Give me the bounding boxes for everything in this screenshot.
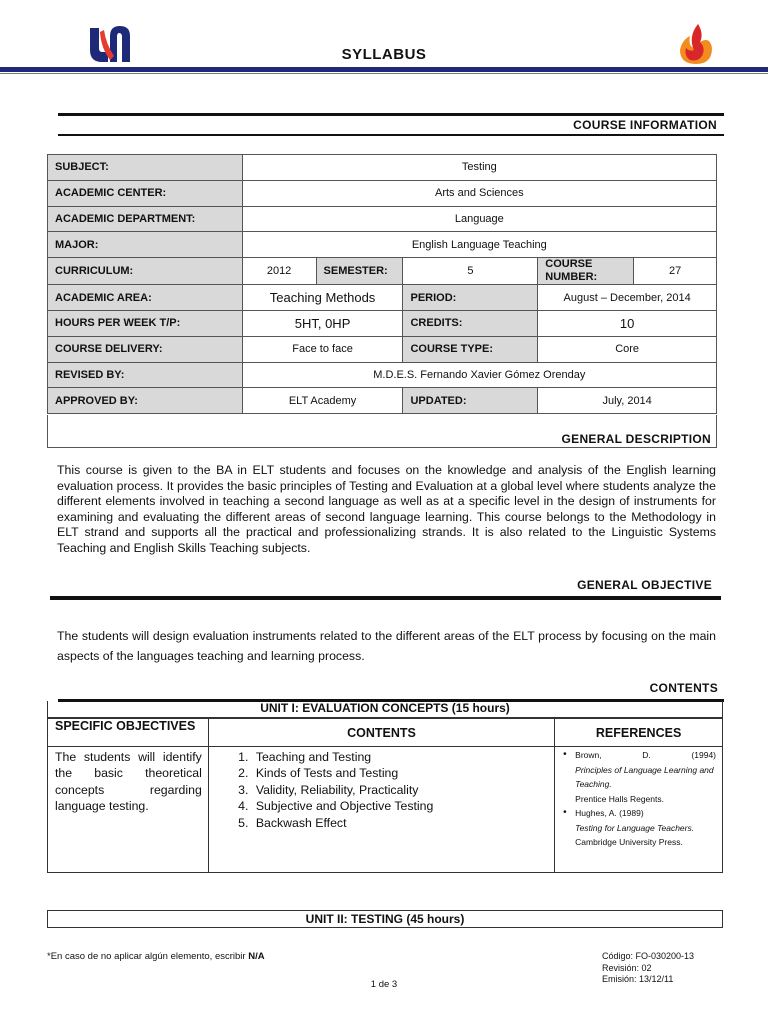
hours-per-week-value: 5HT, 0HP <box>242 310 403 336</box>
subject-value: Testing <box>242 155 716 181</box>
reference-publisher: Cambridge University Press. <box>575 837 683 847</box>
footer-note-text: *En caso de no aplicar algún elemento, escribir <box>47 951 246 962</box>
unit1-table <box>47 718 723 873</box>
list-item: 3. Validity, Reliability, Practicality <box>252 782 554 798</box>
contents-cell <box>208 747 554 873</box>
revised-by-value: M.D.E.S. Fernando Xavier Gómez Orenday <box>242 362 716 388</box>
updated-value: July, 2014 <box>538 388 717 414</box>
table-row <box>48 180 717 206</box>
section-rule <box>58 113 724 116</box>
semester-label: SEMESTER: <box>316 258 403 285</box>
references-cell <box>555 747 723 873</box>
section-rule <box>50 596 721 600</box>
document-emission: Emisión: 13/12/11 <box>602 974 674 984</box>
reference-item <box>575 748 716 806</box>
major-value: English Language Teaching <box>242 232 716 258</box>
subject-label: SUBJECT: <box>48 155 243 181</box>
section-title-course-information: COURSE INFORMATION <box>573 118 717 132</box>
reference-title: Testing for Language Teachers. <box>575 822 695 833</box>
page-number: 1 de 3 <box>370 979 398 990</box>
period-label: PERIOD: <box>403 285 538 311</box>
section-title-general-objective: GENERAL OBJECTIVE <box>577 578 712 592</box>
footer-note <box>47 951 265 962</box>
list-item: 2. Kinds of Tests and Testing <box>252 765 554 781</box>
course-type-value: Core <box>538 336 717 362</box>
table-row <box>48 362 717 388</box>
reference-item <box>575 806 716 850</box>
reference-author: • Brown, D. (1994) <box>575 750 716 760</box>
specific-objective: The students will identify the basic theoretical concepts regarding language testing. <box>48 747 209 873</box>
academic-center-value: Arts and Sciences <box>242 180 716 206</box>
academic-department-label: ACADEMIC DEPARTMENT: <box>48 206 243 232</box>
document-revision: Revisión: 02 <box>602 962 652 973</box>
footer-note-na: N/A <box>248 951 265 962</box>
reference-author: • Hughes, A. (1989) <box>575 808 644 818</box>
table-row <box>48 155 717 181</box>
list-item: 5. Backwash Effect <box>252 815 554 831</box>
credits-label: CREDITS: <box>403 310 538 336</box>
table-row <box>48 206 717 232</box>
table-row <box>48 258 717 285</box>
document-code-line: Código: FO-030200-13 <box>602 951 695 961</box>
course-delivery-label: COURSE DELIVERY: <box>48 336 243 362</box>
section-rule <box>58 134 724 136</box>
objectives-header: SPECIFIC OBJECTIVES <box>48 719 209 747</box>
academic-department-value: Language <box>242 206 716 232</box>
academic-center-label: ACADEMIC CENTER: <box>48 180 243 206</box>
revised-by-label: REVISED BY: <box>48 362 243 388</box>
semester-value: 5 <box>403 258 538 285</box>
reference-publisher: Prentice Halls Regents. <box>575 793 664 804</box>
list-item: 4. Subjective and Objective Testing <box>252 798 554 814</box>
hours-per-week-label: HOURS PER WEEK T/P: <box>48 310 243 336</box>
table-row <box>48 336 717 362</box>
table-row <box>48 719 723 747</box>
contents-header: CONTENTS <box>208 719 554 747</box>
topics-list <box>252 749 554 831</box>
table-row <box>48 285 717 311</box>
section-title-contents: CONTENTS <box>649 681 718 695</box>
table-row <box>48 747 723 873</box>
table-row <box>48 388 717 414</box>
references-list <box>575 748 716 850</box>
unit2-title: UNIT II: TESTING (45 hours) <box>47 910 723 928</box>
academic-area-label: ACADEMIC AREA: <box>48 285 243 311</box>
reference-title: Principles of Language Learning and Teaching. <box>575 764 714 789</box>
unit1-title: UNIT I: EVALUATION CONCEPTS (15 hours) <box>47 701 723 718</box>
table-row <box>48 232 717 258</box>
curriculum-label: CURRICULUM: <box>48 258 243 285</box>
approved-by-value: ELT Academy <box>242 388 403 414</box>
section-title-general-description: GENERAL DESCRIPTION <box>561 432 711 446</box>
course-number-label: COURSE NUMBER: <box>538 258 634 285</box>
credits-value: 10 <box>538 310 717 336</box>
course-delivery-value: Face to face <box>242 336 403 362</box>
table-row <box>48 310 717 336</box>
course-number-value: 27 <box>634 258 717 285</box>
flame-logo <box>676 22 716 66</box>
page-title: SYLLABUS <box>341 46 427 63</box>
references-header: REFERENCES <box>555 719 723 747</box>
list-item: 1. Teaching and Testing <box>252 749 554 765</box>
major-label: MAJOR: <box>48 232 243 258</box>
approved-by-label: APPROVED BY: <box>48 388 243 414</box>
course-information-table <box>47 154 717 414</box>
general-objective-text: The students will design evaluation instruments related to the different areas of the ELT process by focusing on the main aspects of the languages teaching and learning process. <box>57 629 716 663</box>
general-description-text: This course is given to the BA in ELT students and focuses on the knowledge and analysis of the English learning evaluation process. It provides the basic principles of Testing and Evaluation at a global level where students analyze the different elements involved in teaching a second language as well as at a specific level in the design of instruments for examining and evaluating the different areas of second language learning. This course belongs to the Methodology in ELT strand and supports all the practical and professionalizing strands. It is also related to the Linguistic Systems Teaching and English Skills Teaching subjects. <box>57 463 716 555</box>
header-rule <box>0 67 768 72</box>
academic-area-value: Teaching Methods <box>242 285 403 311</box>
period-value: August – December, 2014 <box>538 285 717 311</box>
updated-label: UPDATED: <box>403 388 538 414</box>
course-type-label: COURSE TYPE: <box>403 336 538 362</box>
header-rule-thin <box>0 73 768 74</box>
curriculum-value: 2012 <box>242 258 316 285</box>
